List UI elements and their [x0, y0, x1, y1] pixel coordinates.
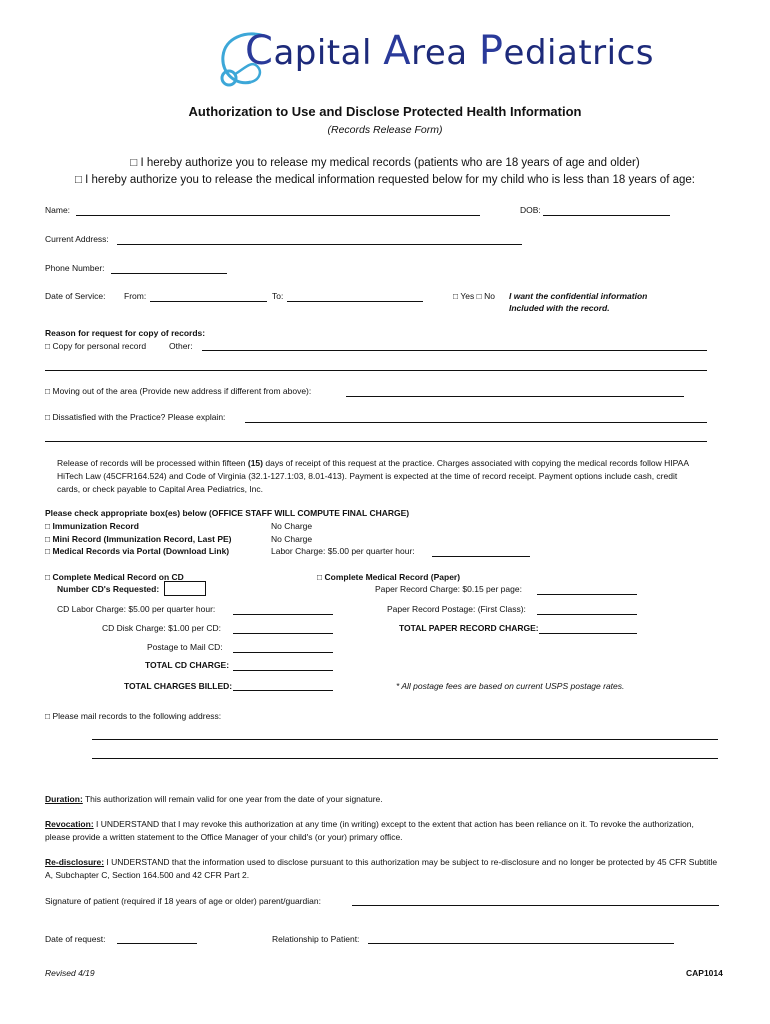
form-code: CAP1014 — [686, 968, 723, 978]
cd-record-checkbox[interactable]: □ Complete Medical Record on CD — [45, 572, 184, 582]
paper-charge-field[interactable] — [537, 594, 637, 595]
paper-total-label: TOTAL PAPER RECORD CHARGE: — [399, 623, 539, 633]
mini-record-charge: No Charge — [271, 534, 313, 544]
dob-label: DOB: — [520, 205, 541, 215]
cd-labor-field[interactable] — [233, 614, 333, 615]
mail-records-checkbox[interactable]: □ Please mail records to the following address: — [45, 711, 222, 721]
reason-dissatisfied-field[interactable] — [245, 422, 707, 423]
phone-label: Phone Number: — [45, 263, 105, 273]
logo-letter: A — [383, 28, 412, 74]
dob-field[interactable] — [543, 215, 670, 216]
cd-total-field[interactable] — [233, 670, 333, 671]
date-request-label: Date of request: — [45, 934, 106, 944]
paper-postage-label: Paper Record Postage: (First Class): — [387, 604, 526, 614]
cd-total-label: TOTAL CD CHARGE: — [145, 660, 230, 670]
address-field[interactable] — [117, 244, 522, 245]
authorize-self-checkbox[interactable]: □ I hereby authorize you to release my medical records (patients who are 18 years of age and older) — [130, 157, 640, 169]
phone-field[interactable] — [111, 273, 227, 274]
name-label: Name: — [45, 205, 71, 215]
mini-record-checkbox[interactable]: □ Mini Record (Immunization Record, Last PE) — [45, 534, 232, 544]
mail-address-field-2[interactable] — [92, 758, 718, 759]
paper-record-checkbox[interactable]: □ Complete Medical Record (Paper) — [317, 572, 461, 582]
logo-letter: P — [478, 28, 504, 74]
revocation-statement — [45, 818, 715, 844]
reason-other-field[interactable] — [202, 350, 707, 351]
paper-postage-field[interactable] — [537, 614, 637, 615]
redisclosure-statement — [45, 856, 725, 882]
reason-moving-checkbox[interactable]: □ Moving out of the area (Provide new address if different from above): — [45, 386, 312, 396]
logo-word: apital — [273, 33, 384, 73]
logo-word: ediatrics — [503, 33, 654, 73]
name-field[interactable] — [76, 215, 480, 216]
authorize-child-checkbox[interactable]: □ I hereby authorize you to release the medical information requested below for my child who is less than 18 years of age: — [75, 174, 695, 186]
logo — [215, 22, 654, 92]
signature-label: Signature of patient (required if 18 years of age or older) parent/guardian: — [45, 896, 321, 906]
reason-other-label: Other: — [169, 341, 193, 351]
cd-postage-label: Postage to Mail CD: — [147, 642, 223, 652]
reason-other-field-2[interactable] — [45, 370, 707, 371]
page-subtitle: (Records Release Form) — [327, 124, 443, 136]
logo-word: rea — [411, 33, 479, 73]
total-billed-field[interactable] — [233, 690, 333, 691]
boxes-title: Please check appropriate box(es) below (OFFICE STAFF WILL COMPUTE FINAL CHARGE) — [45, 508, 410, 518]
page-title: Authorization to Use and Disclose Protected Health Information — [188, 104, 582, 119]
postage-note: * All postage fees are based on current USPS postage rates. — [396, 681, 625, 691]
duration-statement — [45, 794, 383, 804]
confidential-text: Included with the record. — [509, 303, 610, 313]
paper-total-field[interactable] — [539, 633, 637, 634]
from-field[interactable] — [150, 301, 267, 302]
cd-count-label: Number CD's Requested: — [57, 584, 160, 594]
cd-disk-label: CD Disk Charge: $1.00 per CD: — [102, 623, 222, 633]
confidential-text: I want the confidential information — [509, 291, 648, 301]
to-label: To: — [272, 291, 284, 301]
portal-charge-field[interactable] — [432, 556, 530, 557]
to-field[interactable] — [287, 301, 423, 302]
confidential-yes-no[interactable]: □ Yes □ No — [453, 291, 495, 301]
service-label: Date of Service: — [45, 291, 106, 301]
reason-title: Reason for request for copy of records: — [45, 328, 206, 338]
cd-disk-field[interactable] — [233, 633, 333, 634]
immunization-checkbox[interactable]: □ Immunization Record — [45, 521, 139, 531]
from-label: From: — [124, 291, 147, 301]
cd-postage-field[interactable] — [233, 652, 333, 653]
logo-letter: C — [245, 28, 274, 74]
mail-address-field-1[interactable] — [92, 739, 718, 740]
portal-charge: Labor Charge: $5.00 per quarter hour: — [271, 546, 415, 556]
immunization-charge: No Charge — [271, 521, 313, 531]
relationship-field[interactable] — [368, 943, 674, 944]
cd-labor-label: CD Labor Charge: $5.00 per quarter hour: — [57, 604, 216, 614]
reason-personal-checkbox[interactable]: □ Copy for personal record — [45, 341, 147, 351]
revised-date: Revised 4/19 — [45, 968, 95, 978]
revocation-label: Revocation: — [45, 819, 94, 829]
revocation-text: I UNDERSTAND that I may revoke this authorization at any time (in writing) except to the extent that action has been reliance on it. To revoke the authorization, please provide a written statement to the Office Manager of your child's (or your) primary office. — [45, 819, 694, 842]
redisclosure-text: I UNDERSTAND that the information used to disclose pursuant to this authorization may be subject to re-disclosure and no longer be protected by 45 CFR Subtitle A, Subchapter C, Section 164.500 and 42 CFR Part 2. — [45, 857, 718, 880]
relationship-label: Relationship to Patient: — [272, 934, 360, 944]
release-notice — [57, 457, 697, 496]
portal-checkbox[interactable]: □ Medical Records via Portal (Download Link) — [45, 546, 230, 556]
paper-charge-label: Paper Record Charge: $0.15 per page: — [375, 584, 522, 594]
duration-label: Duration: — [45, 794, 83, 804]
address-label: Current Address: — [45, 234, 109, 244]
redisclosure-label: Re-disclosure: — [45, 857, 105, 867]
signature-field[interactable] — [352, 905, 719, 906]
release-notice-text: days of receipt of this request at the practice. Charges associated with copying the medical records follow HIPAA HiTech Law (45CFR164.524) and Code of Virginia (32.1-127.1:03, 8.01-413). Payment is expected at the time of record receipt. Payment options include cash, credit cards, or check payable to Capital Area Pediatrics, Inc. — [57, 458, 689, 494]
reason-moving-field[interactable] — [346, 396, 684, 397]
release-notice-days: (15) — [247, 458, 263, 468]
reason-dissatisfied-field-2[interactable] — [45, 441, 707, 442]
date-request-field[interactable] — [117, 943, 197, 944]
cd-count-input[interactable] — [164, 581, 206, 596]
duration-text: This authorization will remain valid for one year from the date of your signature. — [82, 794, 383, 804]
reason-dissatisfied-checkbox[interactable]: □ Dissatisfied with the Practice? Please explain: — [45, 412, 226, 422]
total-billed-label: TOTAL CHARGES BILLED: — [124, 681, 233, 691]
release-notice-text: Release of records will be processed within fifteen — [57, 458, 248, 468]
